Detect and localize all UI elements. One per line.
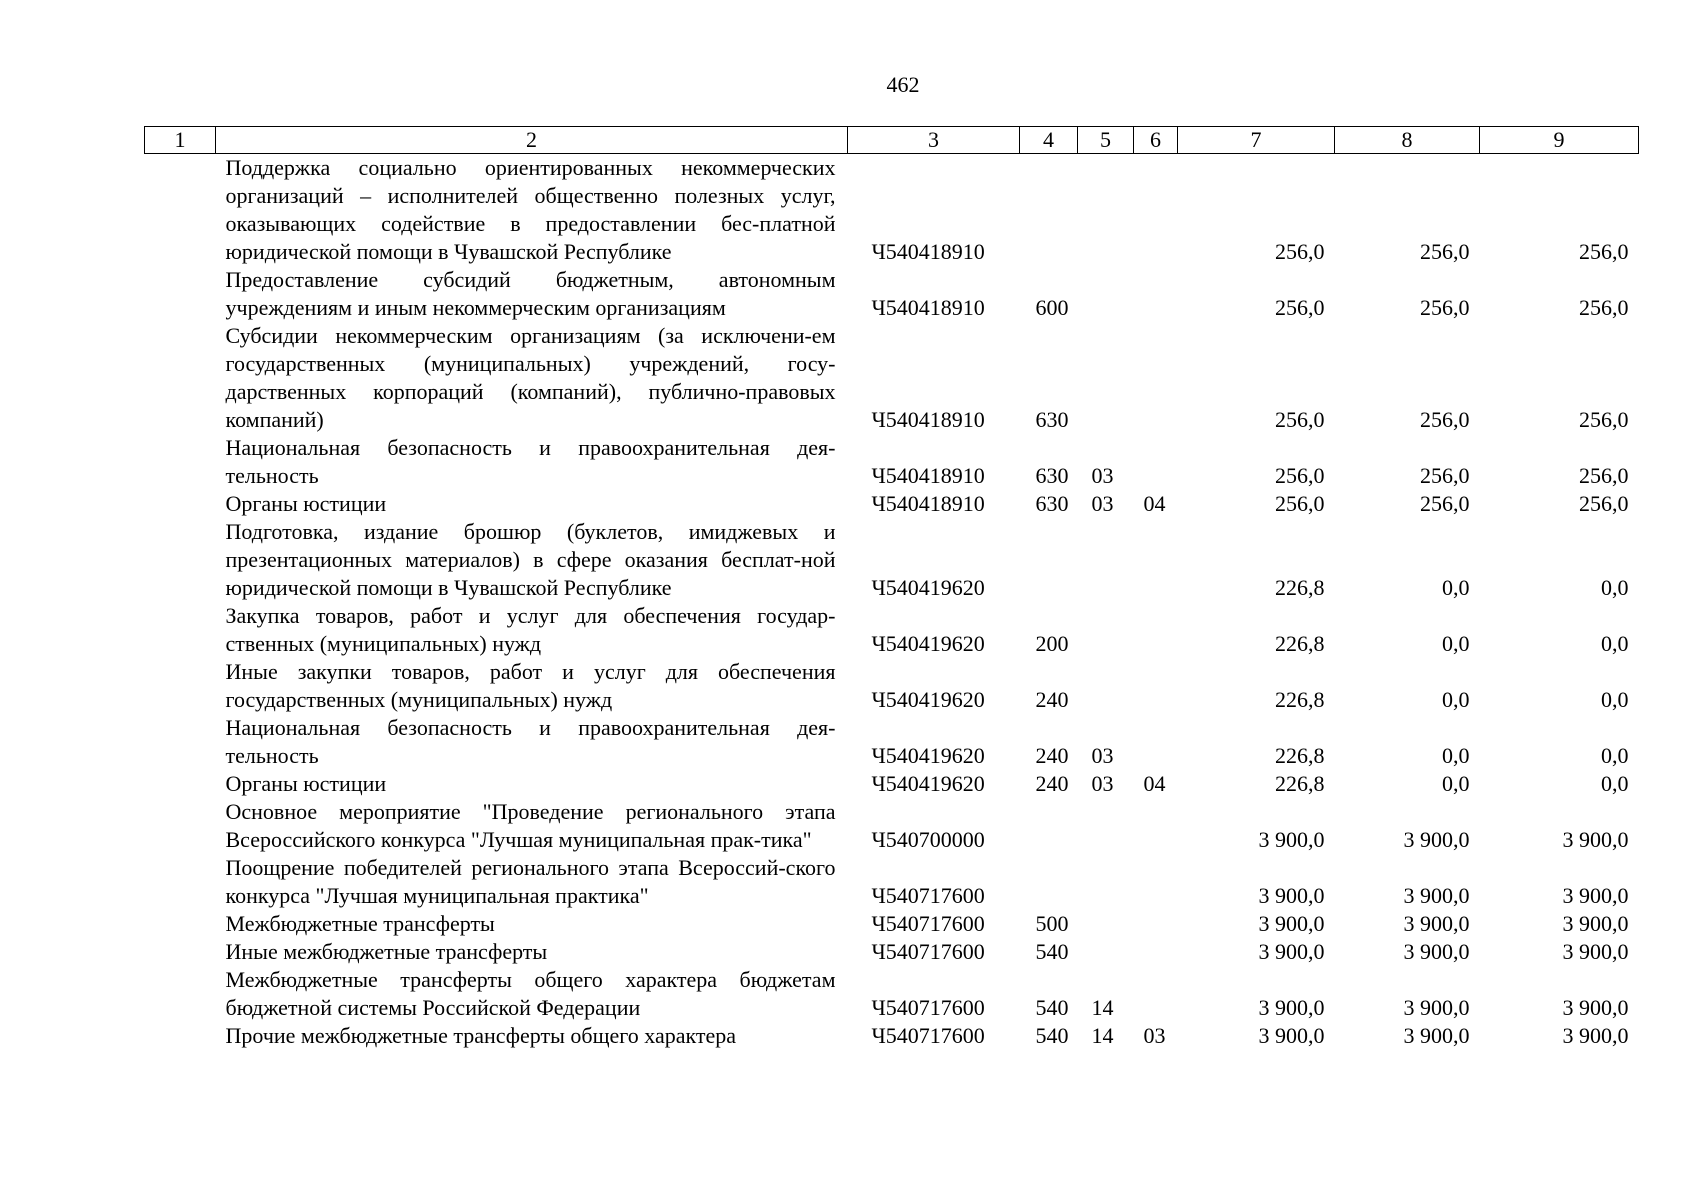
row-subsection xyxy=(1134,966,1178,1022)
row-target-code: Ч540700000 xyxy=(871,827,985,852)
row-section xyxy=(1078,518,1134,602)
column-header-2: 2 xyxy=(216,127,848,154)
table-row xyxy=(145,518,1639,602)
row-target-code: Ч540717600 xyxy=(871,995,985,1020)
row-amount-2: 256,0 xyxy=(1420,239,1470,264)
row-amount-1: 256,0 xyxy=(1275,491,1325,516)
row-amount-1: 226,8 xyxy=(1275,743,1325,768)
row-section: 03 xyxy=(1091,463,1114,488)
row-description: Закупка товаров, работ и услуг для обеспечения государ-ственных (муниципальных) нужд xyxy=(225,603,836,656)
row-description: Национальная безопасность и правоохранительная дея-тельность xyxy=(225,435,836,488)
row-amount-2: 3 900,0 xyxy=(1403,939,1470,964)
row-expense-type xyxy=(1020,518,1078,602)
row-amount-1: 256,0 xyxy=(1275,463,1325,488)
row-target-code: Ч540418910 xyxy=(871,295,985,320)
row-amount-1: 226,8 xyxy=(1275,771,1325,796)
row-description: Прочие межбюджетные трансферты общего характера xyxy=(225,1023,737,1048)
row-amount-3: 256,0 xyxy=(1579,491,1629,516)
row-amount-3: 3 900,0 xyxy=(1562,827,1629,852)
row-amount-3: 0,0 xyxy=(1601,631,1629,656)
row-expense-type xyxy=(1020,854,1078,910)
column-header-4: 4 xyxy=(1020,127,1078,154)
table-row xyxy=(145,658,1639,714)
row-subsection xyxy=(1134,798,1178,854)
row-target-code: Ч540717600 xyxy=(871,883,985,908)
budget-table xyxy=(144,126,1639,1050)
page-number: 462 xyxy=(886,72,920,97)
row-section xyxy=(1078,938,1134,966)
row-index-cell xyxy=(145,434,216,490)
row-expense-type: 240 xyxy=(1035,771,1069,796)
row-subsection: 04 xyxy=(1143,771,1166,796)
row-amount-3: 0,0 xyxy=(1601,575,1629,600)
row-index-cell xyxy=(145,154,216,267)
row-description: Межбюджетные трансферты общего характера бюджетам бюджетной системы Российской Федерации xyxy=(225,967,836,1020)
row-amount-2: 3 900,0 xyxy=(1403,1023,1470,1048)
row-amount-2: 3 900,0 xyxy=(1403,911,1470,936)
row-index-cell xyxy=(145,658,216,714)
row-index-cell xyxy=(145,966,216,1022)
row-subsection: 03 xyxy=(1143,1023,1166,1048)
table-row xyxy=(145,1022,1639,1050)
row-amount-2: 256,0 xyxy=(1420,463,1470,488)
row-description: Иные закупки товаров, работ и услуг для обеспечения государственных (муниципальных) нужд xyxy=(225,659,836,712)
column-header-3: 3 xyxy=(848,127,1020,154)
row-target-code: Ч540419620 xyxy=(871,687,985,712)
row-subsection: 04 xyxy=(1143,491,1166,516)
row-index-cell xyxy=(145,1022,216,1050)
row-amount-3: 0,0 xyxy=(1601,771,1629,796)
row-expense-type: 500 xyxy=(1035,911,1069,936)
row-index-cell xyxy=(145,770,216,798)
table-row xyxy=(145,938,1639,966)
row-subsection xyxy=(1134,322,1178,434)
row-index-cell xyxy=(145,518,216,602)
row-target-code: Ч540418910 xyxy=(871,463,985,488)
row-section: 14 xyxy=(1091,995,1114,1020)
row-amount-3: 3 900,0 xyxy=(1562,883,1629,908)
header-row xyxy=(145,127,1639,154)
row-description: Иные межбюджетные трансферты xyxy=(225,939,548,964)
row-description: Подготовка, издание брошюр (буклетов, имиджевых и презентационных материалов) в сфере оказания бесплат-ной юридической помощи в Чувашской Республике xyxy=(225,519,836,600)
row-amount-1: 3 900,0 xyxy=(1258,939,1325,964)
row-subsection xyxy=(1134,714,1178,770)
row-description: Основное мероприятие "Проведение регионального этапа Всероссийского конкурса "Лучшая муниципальная прак-тика" xyxy=(225,799,836,852)
row-target-code: Ч540419620 xyxy=(871,743,985,768)
row-index-cell xyxy=(145,714,216,770)
row-subsection xyxy=(1134,602,1178,658)
row-expense-type: 600 xyxy=(1035,295,1069,320)
row-amount-3: 3 900,0 xyxy=(1562,1023,1629,1048)
column-header-8: 8 xyxy=(1335,127,1480,154)
row-section: 03 xyxy=(1091,491,1114,516)
row-amount-3: 256,0 xyxy=(1579,295,1629,320)
row-amount-3: 3 900,0 xyxy=(1562,995,1629,1020)
row-amount-2: 256,0 xyxy=(1420,491,1470,516)
row-description: Органы юстиции xyxy=(225,771,387,796)
row-target-code: Ч540717600 xyxy=(871,911,985,936)
row-index-cell xyxy=(145,266,216,322)
row-amount-2: 256,0 xyxy=(1420,295,1470,320)
table-row xyxy=(145,434,1639,490)
row-amount-1: 3 900,0 xyxy=(1258,883,1325,908)
row-amount-1: 3 900,0 xyxy=(1258,911,1325,936)
table-row xyxy=(145,154,1639,267)
row-description: Национальная безопасность и правоохранительная дея-тельность xyxy=(225,715,836,768)
row-description: Субсидии некоммерческим организациям (за исключени-ем государственных (муниципальных) учреждений, госу-дарственных корпораций (компаний), публично-правовых компаний) xyxy=(225,323,836,432)
row-amount-2: 0,0 xyxy=(1442,687,1470,712)
row-section xyxy=(1078,154,1134,267)
table-row xyxy=(145,602,1639,658)
row-amount-2: 0,0 xyxy=(1442,743,1470,768)
row-section: 03 xyxy=(1091,743,1114,768)
row-target-code: Ч540418910 xyxy=(871,491,985,516)
row-amount-1: 256,0 xyxy=(1275,239,1325,264)
row-section xyxy=(1078,798,1134,854)
row-index-cell xyxy=(145,490,216,518)
column-header-7: 7 xyxy=(1178,127,1335,154)
row-target-code: Ч540717600 xyxy=(871,939,985,964)
column-header-9: 9 xyxy=(1480,127,1639,154)
row-description: Органы юстиции xyxy=(225,491,387,516)
row-index-cell xyxy=(145,938,216,966)
table-row xyxy=(145,910,1639,938)
row-amount-1: 226,8 xyxy=(1275,575,1325,600)
row-expense-type xyxy=(1020,798,1078,854)
table-row xyxy=(145,266,1639,322)
table-row xyxy=(145,322,1639,434)
row-subsection xyxy=(1134,518,1178,602)
row-amount-3: 256,0 xyxy=(1579,407,1629,432)
row-index-cell xyxy=(145,602,216,658)
row-expense-type: 240 xyxy=(1035,687,1069,712)
row-amount-2: 0,0 xyxy=(1442,631,1470,656)
table-row xyxy=(145,714,1639,770)
row-section xyxy=(1078,322,1134,434)
row-amount-3: 256,0 xyxy=(1579,463,1629,488)
row-amount-3: 0,0 xyxy=(1601,687,1629,712)
row-index-cell xyxy=(145,854,216,910)
row-target-code: Ч540717600 xyxy=(871,1023,985,1048)
row-amount-1: 3 900,0 xyxy=(1258,827,1325,852)
row-amount-3: 256,0 xyxy=(1579,239,1629,264)
row-expense-type: 540 xyxy=(1035,1023,1069,1048)
row-amount-2: 256,0 xyxy=(1420,407,1470,432)
row-subsection xyxy=(1134,658,1178,714)
row-subsection xyxy=(1134,434,1178,490)
row-subsection xyxy=(1134,910,1178,938)
row-amount-2: 3 900,0 xyxy=(1403,827,1470,852)
row-amount-1: 226,8 xyxy=(1275,631,1325,656)
row-section xyxy=(1078,602,1134,658)
row-section xyxy=(1078,910,1134,938)
row-index-cell xyxy=(145,322,216,434)
row-amount-2: 3 900,0 xyxy=(1403,995,1470,1020)
row-subsection xyxy=(1134,938,1178,966)
row-expense-type: 540 xyxy=(1035,939,1069,964)
table-row xyxy=(145,966,1639,1022)
column-header-5: 5 xyxy=(1078,127,1134,154)
row-subsection xyxy=(1134,154,1178,267)
row-amount-1: 256,0 xyxy=(1275,295,1325,320)
table-row xyxy=(145,854,1639,910)
column-header-6: 6 xyxy=(1134,127,1178,154)
row-section: 03 xyxy=(1091,771,1114,796)
row-subsection xyxy=(1134,854,1178,910)
row-amount-2: 0,0 xyxy=(1442,575,1470,600)
row-expense-type: 630 xyxy=(1035,407,1069,432)
row-amount-1: 3 900,0 xyxy=(1258,1023,1325,1048)
row-expense-type: 240 xyxy=(1035,743,1069,768)
row-index-cell xyxy=(145,910,216,938)
row-expense-type xyxy=(1020,154,1078,267)
table-row xyxy=(145,770,1639,798)
row-target-code: Ч540419620 xyxy=(871,771,985,796)
row-section xyxy=(1078,658,1134,714)
row-amount-2: 3 900,0 xyxy=(1403,883,1470,908)
row-description: Предоставление субсидий бюджетным, автономным учреждениям и иным некоммерческим организациям xyxy=(225,267,836,320)
row-amount-2: 0,0 xyxy=(1442,771,1470,796)
row-expense-type: 630 xyxy=(1035,463,1069,488)
table-row xyxy=(145,490,1639,518)
table-body xyxy=(145,154,1639,1051)
row-amount-3: 0,0 xyxy=(1601,743,1629,768)
row-amount-1: 226,8 xyxy=(1275,687,1325,712)
row-target-code: Ч540418910 xyxy=(871,239,985,264)
row-subsection xyxy=(1134,266,1178,322)
row-amount-1: 256,0 xyxy=(1275,407,1325,432)
row-index-cell xyxy=(145,798,216,854)
row-description: Межбюджетные трансферты xyxy=(225,911,495,936)
row-section xyxy=(1078,854,1134,910)
row-expense-type: 630 xyxy=(1035,491,1069,516)
row-description: Поддержка социально ориентированных некоммерческих организаций – исполнителей общественно полезных услуг, оказывающих содействие в предоставлении бес-платной юридической помощи в Чувашской Республике xyxy=(225,155,836,264)
row-expense-type: 540 xyxy=(1035,995,1069,1020)
row-expense-type: 200 xyxy=(1035,631,1069,656)
table-row xyxy=(145,798,1639,854)
row-amount-3: 3 900,0 xyxy=(1562,939,1629,964)
column-header-1: 1 xyxy=(145,127,216,154)
row-section xyxy=(1078,266,1134,322)
row-target-code: Ч540418910 xyxy=(871,407,985,432)
row-description: Поощрение победителей регионального этапа Всероссий-ского конкурса "Лучшая муниципальная практика" xyxy=(225,855,836,908)
row-target-code: Ч540419620 xyxy=(871,631,985,656)
row-target-code: Ч540419620 xyxy=(871,575,985,600)
row-amount-3: 3 900,0 xyxy=(1562,911,1629,936)
row-section: 14 xyxy=(1091,1023,1114,1048)
row-amount-1: 3 900,0 xyxy=(1258,995,1325,1020)
